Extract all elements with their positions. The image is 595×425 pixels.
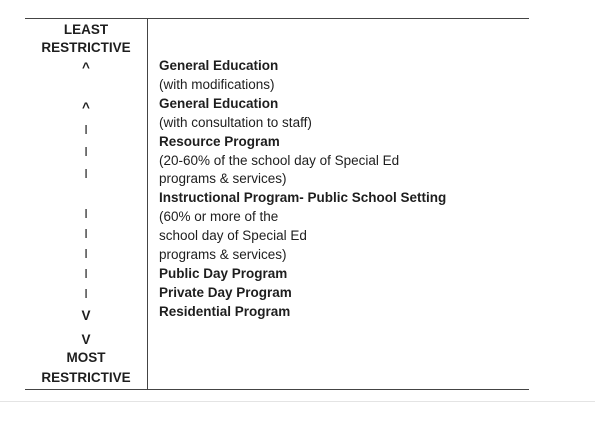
up-arrow-icon: ^ [82, 100, 90, 115]
restrictiveness-table [25, 18, 529, 390]
column-divider [147, 19, 148, 389]
program-name: Public Day Program [159, 265, 288, 281]
restrictiveness-scale [25, 19, 147, 389]
up-arrow-icon: ^ [82, 60, 90, 75]
most-label-line1: MOST [66, 350, 106, 365]
program-note: school day of Special Ed [159, 228, 307, 244]
program-list [159, 57, 529, 322]
program-name: Instructional Program- Public School Setting [159, 190, 447, 206]
program-note: programs & services) [159, 171, 287, 187]
program-name: Residential Program [159, 303, 291, 319]
bar-icon: I [84, 144, 88, 159]
program-note: programs & services) [159, 247, 287, 263]
program-name: Private Day Program [159, 284, 292, 300]
page-divider [0, 401, 595, 402]
program-name: General Education [159, 58, 279, 73]
program-name: General Education [159, 95, 279, 111]
down-arrow-icon: V [81, 308, 91, 323]
bar-icon: I [84, 166, 88, 181]
program-note: (with modifications) [159, 76, 275, 92]
bar-icon: I [84, 246, 88, 261]
program-note: (20-60% of the school day of Special Ed [159, 152, 400, 168]
bar-icon: I [84, 206, 88, 221]
bar-icon: I [84, 286, 88, 301]
bar-icon: I [84, 226, 88, 241]
most-label-line2: RESTRICTIVE [41, 370, 131, 385]
least-label-line1: LEAST [63, 22, 109, 37]
program-note: (60% or more of the [159, 209, 279, 225]
program-name: Resource Program [159, 133, 280, 149]
bar-icon: I [84, 266, 88, 281]
down-arrow-icon: V [81, 332, 91, 347]
program-note: (with consultation to staff) [159, 114, 312, 130]
least-label-line2: RESTRICTIVE [41, 40, 131, 55]
bar-icon: I [84, 122, 88, 137]
